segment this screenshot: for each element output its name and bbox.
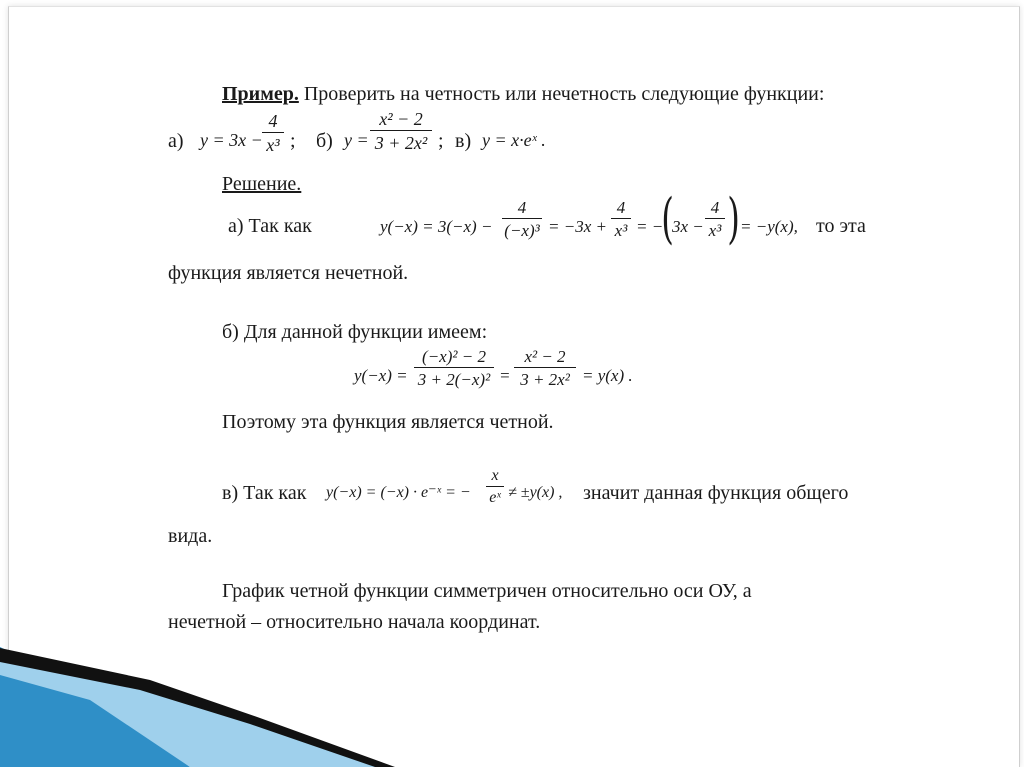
func-b-sep: ;: [438, 130, 444, 152]
example-label: Пример.: [222, 83, 299, 105]
part-a-f2-num: 4: [616, 198, 626, 217]
part-c-rhs: ≠ ±y(x) ,: [508, 484, 563, 501]
solution-heading: Решение.: [222, 173, 302, 195]
part-a-f3-den: x³: [708, 221, 722, 240]
part-a-expr-2: = −3x +: [548, 217, 607, 236]
part-b-rhs: = y(x) .: [582, 366, 633, 385]
conclusion-line-1: График четной функции симметричен относительно оси ОУ, а: [222, 580, 752, 602]
func-b-den: 3 + 2x²: [374, 133, 428, 153]
part-b-conclusion: Поэтому эта функция является четной.: [222, 411, 554, 433]
example-text: Проверить на четность или нечетность следующие функции:: [303, 83, 825, 105]
part-b-lhs: y(−x) =: [354, 366, 408, 385]
func-a-label: а): [168, 130, 184, 152]
func-a-num: 4: [268, 111, 278, 131]
part-c-tail: значит данная функция общего: [583, 482, 849, 504]
part-a-expr-3: = −: [636, 217, 664, 236]
part-b-f2-num: x² − 2: [524, 347, 566, 366]
part-a-f3-num: 4: [710, 198, 720, 217]
part-b-eq: =: [499, 366, 511, 385]
part-a-line2: функция является нечетной.: [168, 262, 409, 284]
func-c-label: в): [455, 130, 472, 152]
func-a-sep: ;: [290, 130, 296, 152]
part-c-line2: вида.: [168, 525, 213, 547]
part-a-expr-4: 3x −: [672, 217, 704, 236]
part-b-f2-den: 3 + 2x²: [520, 370, 570, 389]
part-a-expr-1: y(−x) = 3(−x) −: [380, 217, 493, 236]
part-b-f1-num: (−x)² − 2: [422, 347, 486, 366]
conclusion-line-2: нечетной – относительно начала координат.: [168, 611, 541, 633]
part-c-f-den: eˣ: [489, 489, 501, 506]
func-b-label: б): [316, 130, 333, 152]
part-a-f1-num: 4: [517, 198, 527, 217]
part-a-intro: а) Так как: [228, 215, 312, 237]
part-c-expr: y(−x) = (−x) · e⁻ˣ = −: [326, 484, 471, 501]
part-c-f-num: x: [491, 467, 499, 484]
func-b-lhs: y =: [344, 130, 369, 150]
part-a-tail: то эта: [816, 215, 866, 237]
func-b-num: x² − 2: [379, 109, 423, 129]
part-a-f2-den: x³: [614, 221, 628, 240]
part-a-expr-5: = −y(x),: [740, 217, 798, 236]
func-c-expr: y = x·eˣ .: [482, 130, 546, 150]
part-b-intro: б) Для данной функции имеем:: [222, 321, 488, 343]
part-b-f1-den: 3 + 2(−x)²: [417, 370, 491, 389]
left-paren: (: [661, 187, 674, 250]
func-a-den: x³: [266, 135, 280, 155]
func-a-lhs: y = 3x −: [200, 130, 263, 150]
part-c-intro: в) Так как: [222, 482, 307, 504]
right-paren: ): [727, 187, 740, 250]
part-a-f1-den: (−x)³: [504, 221, 540, 240]
